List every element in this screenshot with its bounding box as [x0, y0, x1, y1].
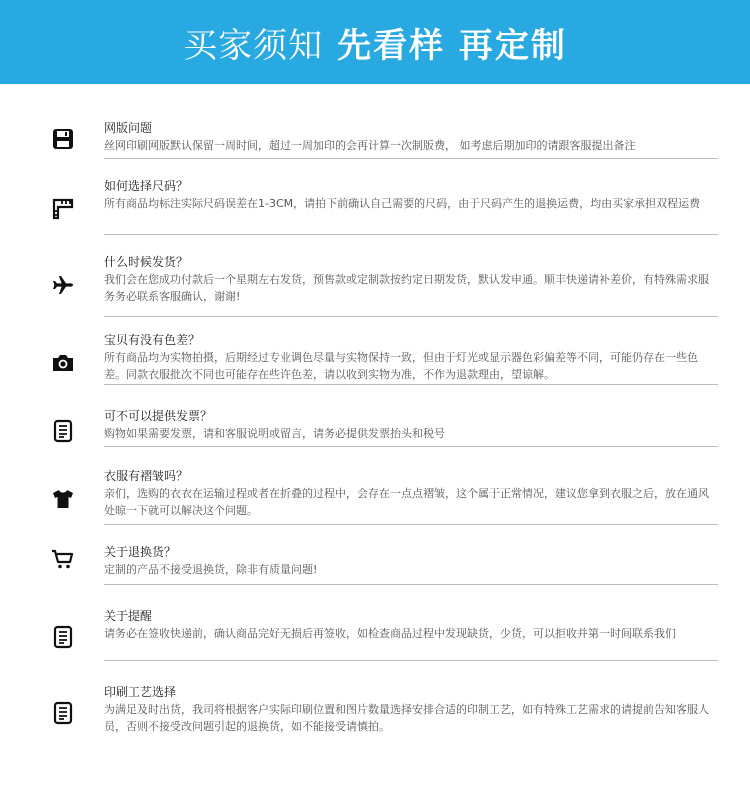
- tshirt-icon: [50, 486, 76, 512]
- divider: [104, 234, 718, 235]
- shopping-cart-icon: [50, 546, 76, 572]
- divider: [104, 524, 718, 525]
- divider: [104, 584, 718, 585]
- item-title: 如何选择尺码？: [104, 179, 189, 193]
- item-desc: 购物如果需要发票，请和客服说明或留言，请务必提供发票抬头和税号: [104, 427, 445, 440]
- item-desc: 亲们，选购的衣衣在运输过程或者在折叠的过程中，会存在一点点褶皱，这个属于正常情况，建议您拿到衣服之后，放在通风处晾一下就可以解决这个问题。: [104, 487, 709, 517]
- divider: [104, 158, 718, 159]
- floppy-disk-icon: [50, 126, 76, 152]
- item-desc: 为满足及时出货，我司将根据客户实际印刷位置和图片数量选择安排合适的印制工艺，如有特殊工艺需求的请提前告知客服人员，否则不接受改问题引起的退换货，如不能接受请慎拍。: [104, 703, 709, 733]
- item-title: 宝贝有没有色差？: [104, 333, 201, 347]
- divider: [104, 446, 718, 447]
- divider: [104, 384, 718, 385]
- item-title: 衣服有褶皱吗？: [104, 469, 189, 483]
- header-title-light: 买家须知: [183, 25, 324, 66]
- item-desc: 丝网印刷网版默认保留一周时间，超过一周加印的会再计算一次制版费， 如考虑后期加印的请跟客服提出备注: [104, 139, 636, 152]
- camera-icon: [50, 350, 76, 376]
- item-desc: 请务必在签收快递前，确认商品完好无损后再签收，如检查商品过程中发现缺货，少货，可以拒收并第一时间联系我们: [104, 627, 676, 640]
- item-desc: 定制的产品不接受退换货，除非有质量问题!: [104, 563, 318, 576]
- receipt-icon: [50, 418, 76, 444]
- item-title: 可不可以提供发票？: [104, 409, 213, 423]
- item-title: 关于退换货？: [104, 545, 177, 559]
- receipt-icon: [50, 700, 76, 726]
- item-title: 什么时候发货？: [104, 255, 189, 269]
- header-banner: [0, 0, 750, 84]
- item-desc: 所有商品均标注实际尺码误差在1-3CM，请拍下前确认自己需要的尺码，由于尺码产生的退换运费，均由买家承担双程运费: [104, 197, 701, 210]
- ruler-icon: [50, 196, 76, 222]
- item-desc: 所有商品均为实物拍摄，后期经过专业调色尽量与实物保持一致，但由于灯光或显示器色彩偏差等不同，可能仍存在一些色差。同款衣服批次不同也可能存在些许色差，请以收到实物为准，不作为退款理由，望谅解。: [104, 351, 698, 381]
- divider: [104, 660, 718, 661]
- item-title: 网版问题: [104, 121, 153, 135]
- item-title: 印刷工艺选择: [104, 685, 177, 699]
- item-title: 关于提醒: [104, 609, 153, 623]
- airplane-icon: [50, 272, 76, 298]
- item-desc: 我们会在您成功付款后一个星期左右发货，预售款或定制款按约定日期发货，默认发申通。顺丰快递请补差价，有特殊需求服务务必联系客服确认，谢谢!: [104, 273, 709, 303]
- divider: [104, 316, 718, 317]
- header-title-bold: 先看样 再定制: [337, 25, 567, 66]
- receipt-icon: [50, 624, 76, 650]
